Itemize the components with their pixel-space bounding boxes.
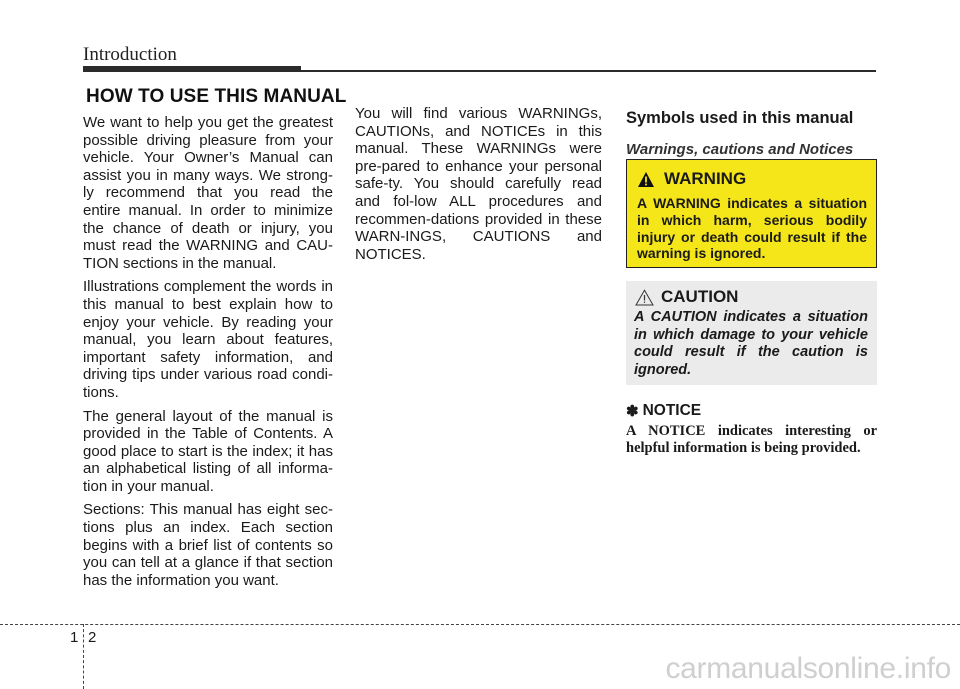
caution-header	[635, 287, 738, 307]
notice-header	[626, 402, 701, 420]
paragraph: Sections: This manual has eight sec-tions plus an index. Each section begins with a brief list of contents so you can tell at a glance if that section has the information you want.	[83, 501, 333, 589]
symbols-subtitle: Warnings, cautions and Notices	[626, 140, 854, 158]
notice-label: NOTICE	[642, 402, 702, 419]
paragraph: The general layout of the manual is provided in the Table of Contents. A good place to start is the index; it has an alphabetical listing of all informa-tion in your manual.	[83, 407, 333, 495]
caution-triangle-icon	[635, 289, 654, 306]
column-2	[355, 105, 602, 269]
warning-box	[626, 159, 877, 268]
notice-text: A NOTICE indicates interesting or helpful information is being provided.	[626, 423, 877, 456]
header-rule-thin	[301, 70, 876, 72]
chapter-title: Introduction	[83, 44, 177, 65]
caution-box	[626, 281, 877, 385]
caution-text: A CAUTION indicates a situation in which damage to your vehicle could result if the caution is ignored.	[634, 309, 868, 378]
paragraph: Illustrations complement the words in this manual to best explain how to enjoy your vehicle. By reading your manual, you learn about features, important safety information, and driving tips under various road condi-tions.	[83, 278, 333, 401]
paragraph: You will find various WARNINGs, CAUTIONs, and NOTICEs in this manual. These WARNINGs were pre-pared to enhance your personal safe-ty. You should carefully read and fol-low ALL procedures and recommen-dations provided in these WARN-INGS, CAUTIONS and NOTICES.	[355, 105, 602, 263]
header-rule-thick	[83, 66, 301, 72]
watermark: carmanualsonline.info	[665, 652, 951, 685]
warning-text: A WARNING indicates a situation in which harm, serious bodily injury or death could result if the warning is ignored.	[637, 195, 867, 262]
section-number: 1	[70, 629, 79, 646]
section-heading: HOW TO USE THIS MANUAL	[86, 86, 347, 107]
symbols-title: Symbols used in this manual	[626, 109, 854, 127]
caution-label: CAUTION	[661, 287, 739, 306]
page-number: 2	[88, 629, 97, 646]
warning-triangle-icon	[637, 171, 655, 188]
column-1	[83, 114, 333, 595]
footer-divider	[0, 624, 960, 625]
notice-star-icon: ✽	[626, 403, 639, 420]
warning-header	[637, 169, 746, 189]
column-3	[626, 110, 877, 158]
warning-label: WARNING	[664, 169, 747, 188]
paragraph: We want to help you get the greatest possible driving pleasure from your vehicle. Your Owner’s Manual can assist you in many ways. We strong-ly recommend that you read the entire manual. In order to minimize the chance of death or injury, you must read the WARNING and CAU-TION sections in the manual.	[83, 114, 333, 272]
footer-vertical-divider	[83, 624, 84, 689]
